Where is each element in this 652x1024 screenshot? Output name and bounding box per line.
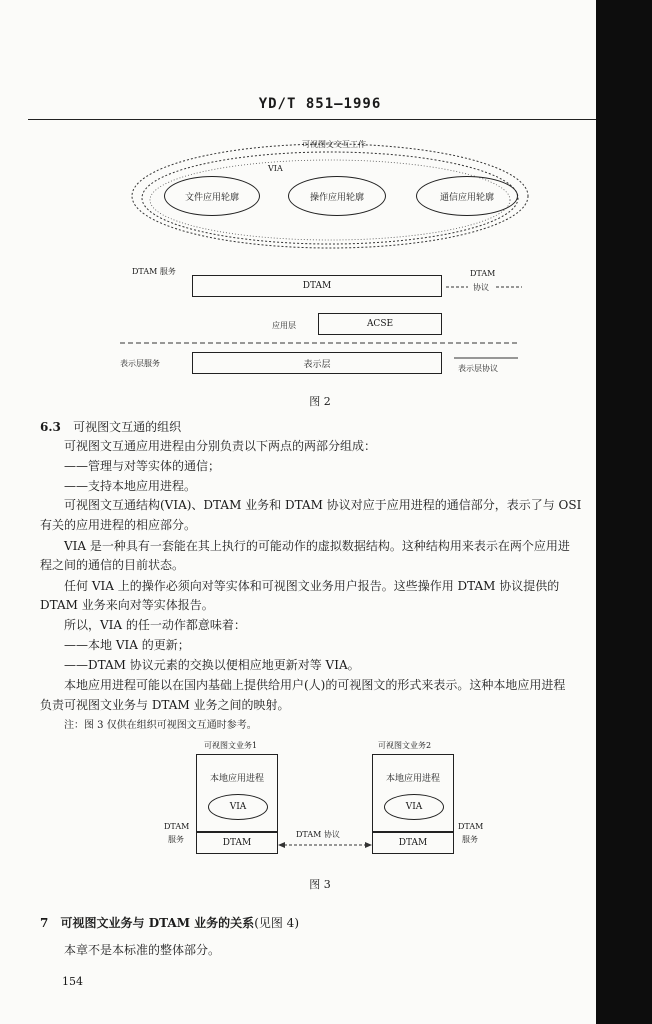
section-title: 可视图文互通的组织: [73, 420, 182, 434]
presentation-protocol-label: 表示层协议: [458, 364, 498, 373]
paragraph-line: 有关的应用进程的相应部分。: [40, 518, 197, 532]
left-service-title: 可视图文业务1: [204, 741, 258, 750]
layer-separator: [120, 341, 520, 345]
section-number: 6.3: [40, 420, 61, 434]
dtam-service-label: DTAM 服务: [132, 267, 176, 276]
via-label: VIA: [268, 164, 283, 173]
paragraph-line: DTAM 业务来向对等实体报告。: [40, 598, 214, 612]
standard-code: YD/T 851—1996: [258, 96, 382, 112]
left-dtam-box: DTAM: [196, 832, 278, 854]
right-dtam-service-top: DTAM: [458, 822, 484, 831]
page-number: 154: [62, 975, 83, 988]
paragraph-line: 可视图文互通结构(VIA)、DTAM 业务和 DTAM 协议对应于应用进程的通信部分，表示了与 OSI: [64, 498, 582, 512]
paragraph-line: 本地应用进程可能以在国内基础上提供给用户(人)的可视图文的形式来表示。这种本地应用进程: [64, 678, 566, 692]
right-via-ellipse: VIA: [384, 794, 444, 820]
paragraph-line: 任何 VIA 上的操作必须向对等实体和可视图文业务用户报告。这些操作用 DTAM 协议提供的: [64, 579, 560, 593]
paragraph: 所以，VIA 的任一动作都意味着：: [64, 618, 246, 632]
dtam-protocol-label-bottom: 协议: [473, 283, 489, 292]
paragraph-line: 程之间的通信的目前状态。: [40, 558, 185, 572]
right-service-box: [372, 754, 454, 832]
left-dtam-service-bottom: 服务: [168, 835, 184, 844]
paragraph-line: VIA 是一种具有一套能在其上执行的可能动作的虚拟数据结构。这种结构用来表示在两个应用进: [64, 539, 570, 553]
presentation-box: 表示层: [192, 352, 442, 374]
list-item: ——DTAM 协议元素的交换以便相应地更新对等 VIA。: [64, 658, 360, 672]
file-application-profile: 文件应用轮廓: [164, 176, 260, 216]
communication-application-profile: 通信应用轮廓: [416, 176, 518, 216]
note: 注：图 3 仅供在组织可视图文互通时参考。: [64, 720, 257, 731]
acse-box: ACSE: [318, 313, 442, 335]
left-dtam-service-top: DTAM: [164, 822, 190, 831]
right-service-title: 可视图文业务2: [378, 741, 432, 750]
section-number: 7: [40, 916, 49, 930]
dtam-box: DTAM: [192, 275, 442, 297]
header-rule: [28, 119, 596, 120]
left-service-box: [196, 754, 278, 832]
right-dtam-box: DTAM: [372, 832, 454, 854]
section-title: 可视图文业务与 DTAM 业务的关系: [60, 916, 255, 930]
dtam-protocol-arrows: [446, 282, 522, 292]
section-7-heading: [40, 914, 299, 931]
list-item: ——支持本地应用进程。: [64, 479, 197, 493]
figure-3: [160, 736, 500, 866]
list-item: ——本地 VIA 的更新；: [64, 638, 190, 652]
right-dtam-service-bottom: 服务: [462, 835, 478, 844]
application-layer-label: 应用层: [272, 321, 296, 330]
paragraph-line: 负责可视图文业务与 DTAM 业务之间的映射。: [40, 698, 290, 712]
presentation-protocol-line: [454, 356, 518, 360]
list-item: ——管理与对等实体的通信；: [64, 459, 221, 473]
presentation-service-label: 表示层服务: [120, 359, 160, 368]
figure-3-caption: 图 3: [309, 878, 331, 891]
outer-title: 可视图文交互工作: [302, 140, 366, 149]
figure-2: [120, 132, 540, 412]
dtam-protocol-label: DTAM 协议: [296, 830, 340, 839]
section-figure-ref: (见图 4): [254, 916, 300, 930]
left-local-process: 本地应用进程: [209, 774, 264, 784]
operation-application-profile: 操作应用轮廓: [288, 176, 386, 216]
left-via-ellipse: VIA: [208, 794, 268, 820]
dtam-protocol-arrow: [278, 840, 372, 850]
figure-2-caption: 图 2: [309, 395, 331, 408]
section-6-3-heading: [40, 418, 181, 435]
paragraph: 本章不是本标准的整体部分。: [64, 943, 221, 957]
right-local-process: 本地应用进程: [385, 774, 440, 784]
dtam-protocol-label-top: DTAM: [470, 269, 496, 278]
paragraph: 可视图文互通应用进程由分别负责以下两点的两部分组成：: [64, 439, 377, 453]
